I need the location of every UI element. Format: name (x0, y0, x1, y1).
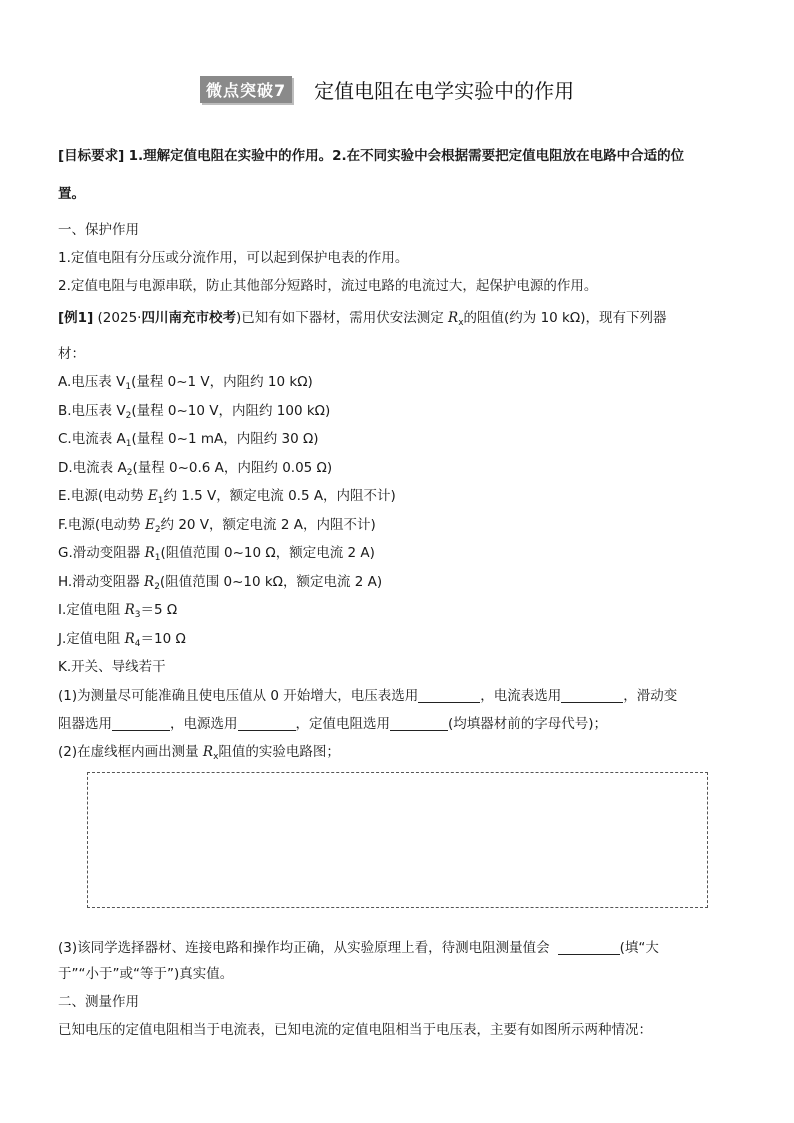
equipment-item (58, 657, 736, 677)
q1-blank-source[interactable] (238, 716, 296, 731)
equipment-item-post: (阻值范围 0~10 kΩ，额定电流 2 A) (159, 573, 383, 590)
equipment-item-subscript: 1 (125, 382, 132, 392)
section2-p1: 已知电压的定值电阻相当于电流表，已知电流的定值电阻相当于电压表，主要有如图所示两种情况： (58, 1022, 652, 1038)
q2-var: R (202, 744, 214, 760)
equipment-item-post: 约 20 V，额定电流 2 A，内阻不计) (160, 516, 376, 533)
equipment-item-subscript: 1 (157, 496, 164, 506)
q1-text-c: ，滑动变 (623, 688, 678, 704)
q2-text-b: 阻值的实验电路图； (218, 744, 340, 760)
example-intro-c: 材： (58, 346, 85, 362)
equipment-item-subscript: 2 (125, 410, 132, 421)
equipment-item (58, 401, 736, 426)
equipment-item-post: (量程 0~1 V，内阻约 10 kΩ) (131, 374, 313, 390)
goal-text-2: 置。 (58, 186, 85, 202)
question-3-line-1 (58, 938, 736, 958)
example-intro-b: 的阻值(约为 10 kΩ)，现有下列器 (463, 310, 667, 326)
section1-heading: 一、保护作用 (58, 222, 139, 238)
q1-blank-resistor[interactable] (390, 716, 448, 731)
equipment-item-post: ＝5 Ω (140, 602, 178, 618)
equipment-item-post: (量程 0~10 V，内阻约 100 kΩ) (131, 402, 331, 419)
equipment-item-pre: I.定值电阻 (58, 602, 121, 618)
q1-blank-ammeter[interactable] (561, 688, 623, 703)
equipment-item-subscript: 2 (154, 581, 160, 592)
example-var-sub: x (458, 318, 464, 328)
topic-badge: 微点突破7 (200, 76, 292, 103)
example-intro-a: )已知有如下器材，需用伏安法测定 (235, 310, 444, 326)
q2-var-sub: x (213, 752, 219, 762)
equipment-item-pre: K.开关、导线若干 (58, 659, 166, 675)
equipment-item-symbol: E (144, 516, 155, 533)
goal-label: [目标要求] (58, 148, 125, 164)
equipment-item-subscript: 1 (154, 553, 161, 563)
equipment-item-subscript: 1 (125, 439, 132, 449)
equipment-item-symbol: R (144, 573, 155, 590)
title-text: 定值电阻在电学实验中的作用 (314, 78, 575, 103)
question-2 (58, 742, 736, 767)
equipment-item-pre: F.电源(电动势 (58, 516, 141, 533)
equipment-item-post: (阻值范围 0~10 Ω，额定电流 2 A) (160, 545, 375, 561)
question-3-line-2: 于”“小于”或“等于”)真实值。 (58, 966, 234, 982)
q1-blank-voltmeter[interactable] (418, 688, 480, 703)
equipment-item (58, 486, 736, 511)
q3-blank[interactable] (558, 940, 620, 955)
q1-blank-rheostat[interactable] (112, 716, 170, 731)
goal-line-1 (58, 146, 736, 166)
q1-text-b: ，电流表选用 (480, 688, 562, 704)
equipment-item-pre: D.电流表 A (58, 459, 127, 476)
equipment-item-subscript: 2 (154, 524, 161, 535)
goal-text-1: 1.理解定值电阻在实验中的作用。2.在不同实验中会根据需要把定值电阻放在电路中合适的位 (128, 148, 685, 164)
q1-text-f: ，定值电阻选用 (295, 716, 390, 732)
equipment-item (58, 572, 736, 597)
equipment-item (58, 629, 736, 654)
equipment-item-subscript: 2 (126, 467, 133, 478)
equipment-item-post: 约 1.5 V，额定电流 0.5 A，内阻不计) (163, 488, 396, 504)
equipment-item-pre: E.电源(电动势 (58, 488, 144, 504)
section2-heading: 二、测量作用 (58, 994, 139, 1010)
example-source-school: 四川南充市校考 (141, 310, 236, 326)
equipment-item-pre: H.滑动变阻器 (58, 573, 140, 590)
page-title (200, 74, 574, 104)
example-var: R (448, 310, 459, 326)
equipment-item-subscript: 4 (134, 638, 141, 649)
example-source-year: (2025· (97, 310, 142, 326)
equipment-item (58, 372, 736, 397)
goal-line-2 (58, 184, 736, 204)
equipment-item-pre: A.电压表 V (58, 374, 126, 390)
equipment-item-pre: C.电流表 A (58, 431, 126, 447)
equipment-item-symbol: R (144, 545, 155, 561)
equipment-item-post: (量程 0~0.6 A，内阻约 0.05 Ω) (132, 459, 333, 476)
equipment-item-pre: G.滑动变阻器 (58, 545, 141, 561)
equipment-item-subscript: 3 (134, 610, 141, 620)
q1-text-d: 阻器选用 (58, 716, 112, 732)
equipment-item-post: (量程 0~1 mA，内阻约 30 Ω) (131, 431, 319, 447)
equipment-item-symbol: R (124, 602, 135, 618)
example-label: [例1] (58, 310, 94, 326)
q1-text-g: (均填器材前的字母代号)； (448, 716, 608, 732)
q1-text-e: ，电源选用 (170, 716, 238, 732)
equipment-item (58, 600, 736, 625)
equipment-item-symbol: E (147, 488, 158, 504)
section1-p1: 1.定值电阻有分压或分流作用，可以起到保护电表的作用。 (58, 250, 409, 266)
equipment-item-post: ＝10 Ω (140, 630, 186, 647)
question-1-line-2 (58, 714, 736, 734)
q3-text-a: (3)该同学选择器材、连接电路和操作均正确，从实验原理上看，待测电阻测量值会 (58, 940, 550, 956)
q2-text-a: (2)在虚线框内画出测量 (58, 744, 199, 760)
equipment-item (58, 458, 736, 483)
q3-text-b: (填“大 (619, 940, 659, 956)
equipment-item-pre: J.定值电阻 (58, 630, 121, 647)
example-intro (58, 308, 736, 333)
equipment-item (58, 543, 736, 568)
equipment-item (58, 429, 736, 454)
question-1-line-1 (58, 686, 736, 706)
equipment-item (58, 515, 736, 540)
equipment-item-pre: B.电压表 V (58, 402, 126, 419)
equipment-item-symbol: R (124, 630, 135, 647)
circuit-drawing-box[interactable] (87, 772, 708, 908)
section1-p2: 2.定值电阻与电源串联，防止其他部分短路时，流过电路的电流过大，起保护电源的作用。 (58, 278, 598, 294)
q1-text-a: (1)为测量尽可能准确且使电压值从 0 开始增大，电压表选用 (58, 688, 419, 704)
